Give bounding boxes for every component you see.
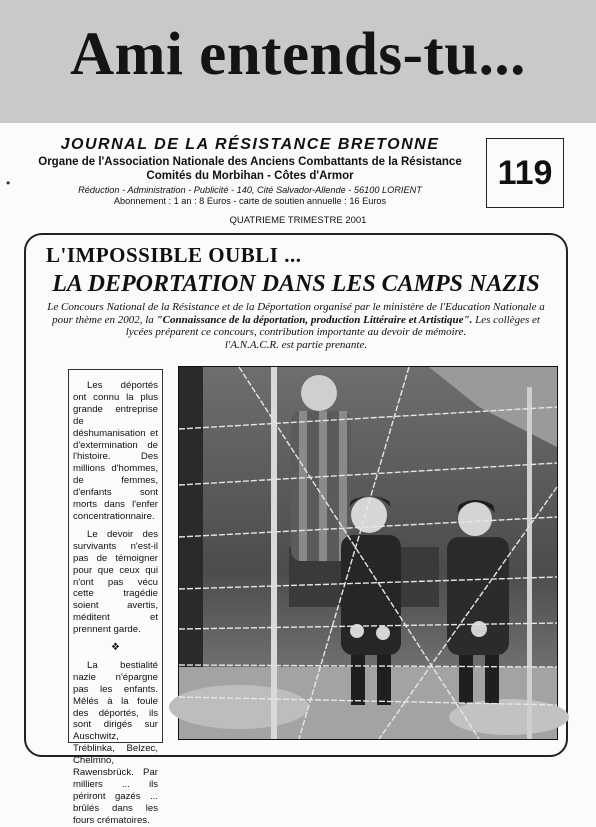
sidebar-paragraph-2: Le devoir des survivants n'est-il pas de témoigner pour que ceux qui n'ont pas vécu cette tragédie soient avertis, méditent et prennent garde.	[73, 528, 158, 636]
sidebar-text-box	[68, 369, 163, 826]
comites-line: Comités du Morbihan - Côtes d'Armor	[146, 170, 354, 182]
masthead-banner	[0, 0, 596, 123]
photo-children-behind-barbed-wire	[178, 366, 558, 740]
issue-date: QUATRIEME TRIMESTRE 2001	[229, 215, 367, 226]
issue-number: 119	[486, 138, 564, 208]
address-line: Réduction - Administration - Publicité - 140, Cité Salvador-Allende - 56100 LORIENT	[78, 185, 422, 195]
sidebar-paragraph-1: Les déportés ont connu la plus grande entreprise de déshumanisation et d'extermination de l'histoire. Des millions d'hommes, de femmes, d'enfants sont morts dans l'enfer concentrationnaire.	[73, 380, 158, 522]
photo-illustration	[179, 367, 557, 739]
header-block	[20, 135, 480, 207]
newspaper-title: Ami entends-tu...	[70, 21, 526, 88]
article-intro	[40, 301, 552, 351]
journal-subtitle: JOURNAL DE LA RÉSISTANCE BRETONNE	[60, 136, 440, 153]
organe-line: Organe de l'Association Nationale des Anciens Combattants de la Résistance	[38, 156, 462, 168]
article-kicker: L'IMPOSSIBLE OUBLI ...	[46, 243, 302, 267]
ink-mark-icon: •	[6, 176, 11, 190]
intro-text-d: l'A.N.A.C.R. est partie prenante.	[224, 338, 368, 351]
intro-theme: "Connaissance de la déportation, production Littéraire et Artistique".	[156, 313, 473, 326]
intro-text-a: Le Concours National de la Résistance et de la Déportation organisé par le ministère de l'Education Nationale a pour thème en 2002, la	[47, 301, 545, 326]
diamond-separator-icon: ❖	[111, 642, 120, 654]
intro-text-c: Les collèges et lycées préparent ce concours, contribution importante au devoir de mémoire.	[125, 313, 540, 338]
subscription-line: Abonnement : 1 an : 8 Euros - carte de soutien annuelle : 16 Euros	[113, 196, 387, 206]
sidebar-paragraph-3: La bestialité nazie n'épargne pas les enfants. Mêlés à la foule des déportés, ils sont dirigés sur Auschwitz, Tréblinka, Belzec, Chelmno, Rawensbrück. Par milliers ... ils périront gazés ... brûlés dans les fours crématoires.	[73, 659, 158, 826]
article-title: LA DEPORTATION DANS LES CAMPS NAZIS	[52, 271, 540, 297]
article-frame	[24, 233, 568, 826]
